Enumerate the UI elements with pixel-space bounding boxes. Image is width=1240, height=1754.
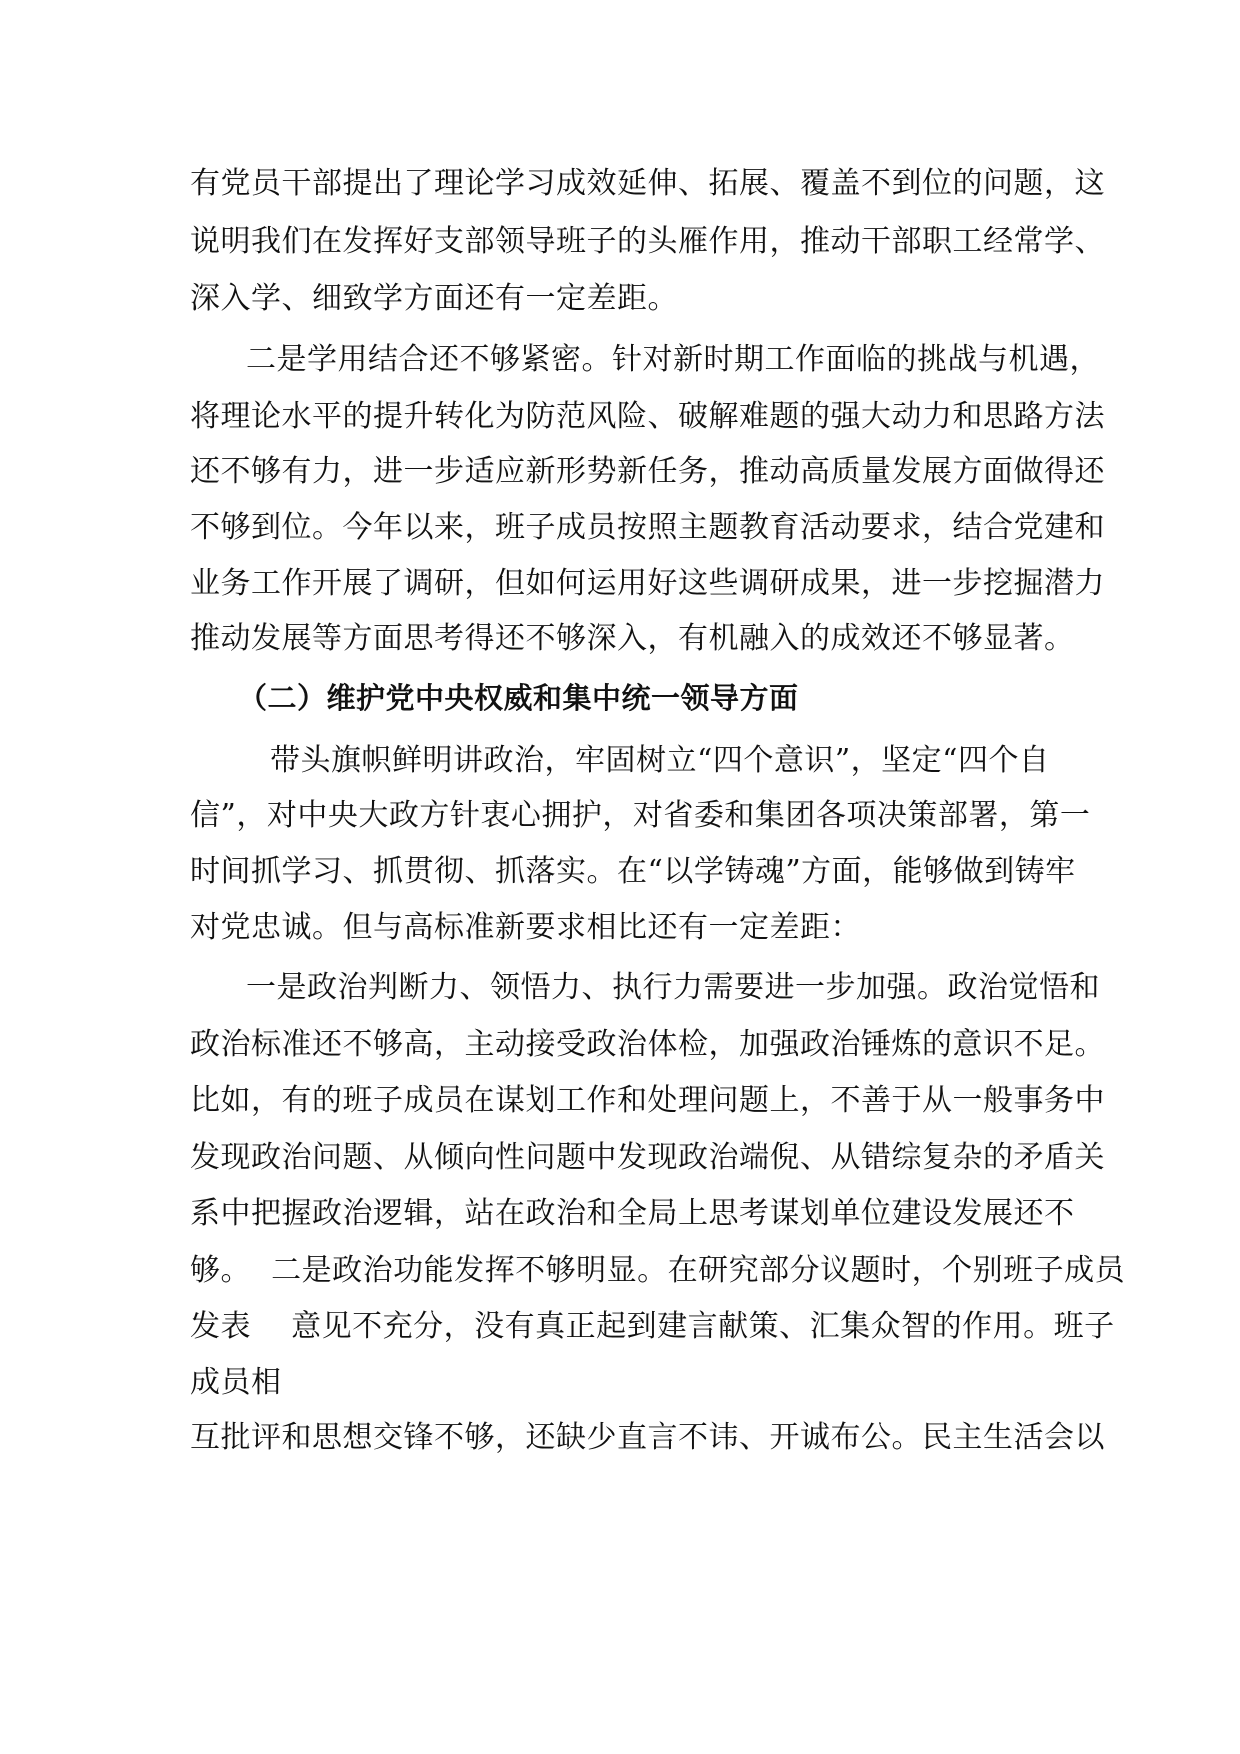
body-text-line: 不够到位。今年以来，班子成员按照主题教育活动要求，结合党建和 (190, 510, 1105, 545)
body-text-line: 互批评和思想交锋不够，还缺少直言不讳、开诚布公。民主生活会以 (190, 1420, 1105, 1455)
body-text-line: 政治标准还不够高，主动接受政治体检，加强政治锤炼的意识不足。 (190, 1027, 1105, 1062)
body-text-line: 推动发展等方面思考得还不够深入，有机融入的成效还不够显著。 (190, 621, 1075, 656)
paragraph-first-line: 一是政治判断力、领悟力、执行力需要进一步加强。政治觉悟和 (246, 970, 1100, 1005)
body-text-line: 业务工作开展了调研，但如何运用好这些调研成果，进一步挖掘潜力 (190, 566, 1105, 601)
body-text-line: 信”，对中央大政方针衷心拥护，对省委和集团各项决策部署，第一 (190, 798, 1091, 833)
body-text-line: 发表 意见不充分，没有真正起到建言献策、汇集众智的作用。班子 (190, 1309, 1115, 1344)
paragraph-first-line: 带头旗帜鲜明讲政治，牢固树立“四个意识”，坚定“四个自 (270, 743, 1050, 778)
body-text-line: 发现政治问题、从倾向性问题中发现政治端倪、从错综复杂的矛盾关 (190, 1140, 1105, 1175)
body-text-line: 够。 二是政治功能发挥不够明显。在研究部分议题时，个别班子成员 (190, 1253, 1126, 1288)
body-text-line: 还不够有力，进一步适应新形势新任务，推动高质量发展方面做得还 (190, 454, 1105, 489)
body-text-line: 有党员干部提出了理论学习成效延伸、拓展、覆盖不到位的问题，这 (190, 166, 1105, 201)
body-text-line: 深入学、细致学方面还有一定差距。 (190, 281, 678, 316)
body-text-line: 时间抓学习、抓贯彻、抓落实。在“以学铸魂”方面，能够做到铸牢 (190, 854, 1076, 889)
body-text-line: 成员相 (190, 1365, 282, 1400)
body-text-line: 比如，有的班子成员在谋划工作和处理问题上，不善于从一般事务中 (190, 1083, 1105, 1118)
body-text-line: 将理论水平的提升转化为防范风险、破解难题的强大动力和思路方法 (190, 399, 1105, 434)
body-text-line: 系中把握政治逻辑，站在政治和全局上思考谋划单位建设发展还不 (190, 1196, 1075, 1231)
paragraph-first-line: 二是学用结合还不够紧密。针对新时期工作面临的挑战与机遇， (246, 342, 1100, 377)
body-text-line: 说明我们在发挥好支部领导班子的头雁作用，推动干部职工经常学、 (190, 224, 1105, 259)
section-heading: （二）维护党中央权威和集中统一领导方面 (238, 681, 799, 715)
body-text-line: 对党忠诚。但与高标准新要求相比还有一定差距： (190, 910, 861, 945)
